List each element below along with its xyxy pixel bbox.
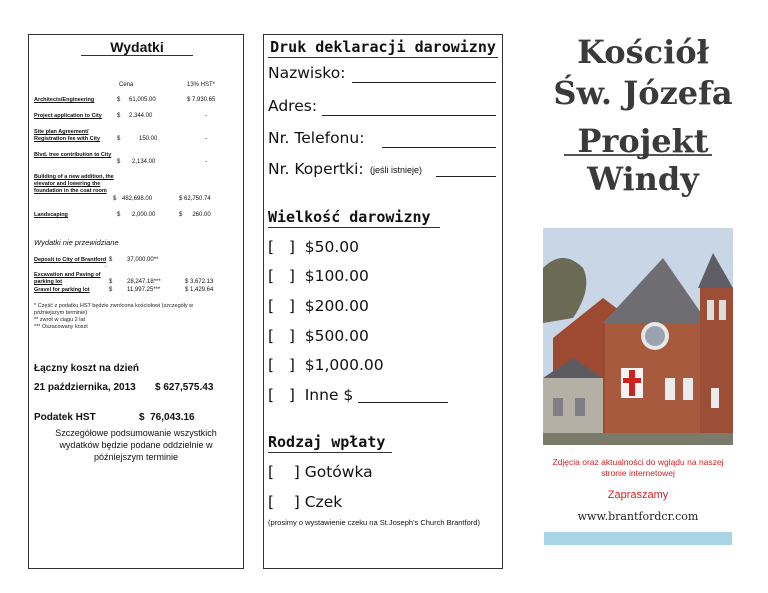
expense-label: Architects/Engineering [34, 97, 95, 103]
expense-currency: $ [117, 113, 121, 119]
expense-amount: 11,997.25*** [127, 287, 161, 293]
project-title-line2: Windy [587, 160, 699, 198]
expense-hst: $ 7,930.65 [187, 97, 216, 103]
donation-amount-title: Wielkość darowizny [268, 208, 431, 226]
address-field-line[interactable] [322, 115, 496, 116]
expense-amount: 2,000.00 [132, 212, 156, 218]
refund-note: ** zwrot w ciągu 2 lat [34, 317, 86, 323]
donation-option-1000[interactable]: [ ] $1,000.00 [268, 356, 384, 374]
project-title-line1: Projekt [577, 122, 709, 160]
expense-label: Deposit to City of Brantford [34, 257, 107, 263]
address-field-label: Adres: [268, 97, 318, 115]
church-photo [543, 228, 733, 445]
envelope-field-hint: (jeśli istnieje) [370, 165, 423, 175]
name-field-label: Nazwisko: [268, 64, 346, 82]
donation-option-other[interactable]: [ ] Inne $ [268, 386, 354, 404]
estimate-note: *** Oszacowany koszt [34, 324, 88, 330]
expense-amount: 37,000.00** [127, 257, 159, 263]
expense-hst: - [205, 113, 207, 119]
expense-amount: 61,005.00 [129, 97, 156, 103]
donation-amount-underline [268, 227, 440, 228]
footer-color-bar [544, 532, 732, 545]
envelope-field-line[interactable] [436, 176, 496, 177]
payment-type-title: Rodzaj wpłaty [268, 433, 386, 451]
expense-amount: 28,247.18*** [127, 279, 161, 285]
total-date: 21 października, 2013 [34, 382, 136, 393]
payment-option-cheque[interactable]: [ ] Czek [268, 493, 343, 511]
expense-hst: $ 1,429.64 [185, 287, 214, 293]
expense-label: Building of a new addition, the elevator and lowering the foundation in the coat room [34, 174, 114, 194]
welcome-text: Zapraszamy [607, 489, 669, 501]
phone-field-label: Nr. Telefonu: [268, 129, 365, 147]
donation-option-200[interactable]: [ ] $200.00 [268, 297, 369, 315]
expenses-title: Wydatki [110, 39, 164, 55]
unplanned-title: Wydatki nie przewidziane [34, 238, 119, 247]
church-name-line1: Kościół [577, 33, 709, 71]
expense-amount: 482,698.00 [122, 196, 153, 202]
expense-amount: 2,344.00 [129, 113, 153, 119]
payment-type-underline [268, 452, 392, 453]
expenses-panel [28, 34, 244, 569]
summary-note: Szczegółowe podsumowanie wszystkich wydatków będzie podane oddzielnie w późniejszym terminie [55, 428, 217, 462]
tax-label: Podatek HST [34, 412, 96, 423]
expense-currency: $ [113, 196, 117, 202]
envelope-field-label: Nr. Kopertki: [268, 160, 364, 178]
donation-option-100[interactable]: [ ] $100.00 [268, 267, 369, 285]
form-title-underline [268, 57, 498, 58]
hst-header: 13% HST* [187, 82, 216, 88]
price-header: Cena [119, 82, 134, 88]
other-amount-line[interactable] [358, 402, 448, 403]
expense-currency: $ [109, 287, 113, 293]
expense-label: Project application to City [34, 113, 102, 119]
total-amount: $ 627,575.43 [155, 382, 214, 393]
expense-hst: - [205, 136, 207, 142]
payment-option-cash[interactable]: [ ] Gotówka [268, 463, 373, 481]
expense-label: Site plan Agreement/ Registration fee with City [34, 129, 101, 142]
website-link[interactable]: www.brantfordcr.com [577, 510, 699, 523]
expense-hst: $ 260.00 [179, 212, 211, 218]
total-label: Łączny koszt na dzień [34, 363, 140, 374]
cheque-note: (prosimy o wystawienie czeku na St.Joseph's Church Brantford) [268, 518, 480, 527]
expense-label: Gravel for parking lot [34, 287, 90, 293]
photo-caption: Zdjęcia oraz aktualności do wglądu na naszej stronie internetowej [552, 457, 724, 478]
expense-currency: $ [117, 159, 121, 165]
expense-label: Landscaping [34, 212, 68, 218]
expense-currency: $ [109, 279, 113, 285]
donation-option-500[interactable]: [ ] $500.00 [268, 327, 369, 345]
expenses-title-underline [81, 55, 193, 56]
name-field-line[interactable] [352, 82, 496, 83]
expense-label: Excavation and Paving of parking lot [34, 272, 101, 285]
expense-currency: $ [117, 136, 121, 142]
expense-currency: $ [117, 212, 121, 218]
expense-amount: 150.00 [139, 136, 158, 142]
phone-field-line[interactable] [382, 147, 496, 148]
hst-refund-note: * Część z podatku HST będzie zwrócona kościołowi (szczegóły w późniejszym terminie) [34, 303, 194, 316]
unplanned-dash: - [105, 264, 107, 270]
church-name-line2: Św. Józefa [553, 74, 733, 112]
expense-label: Blvd. tree contribution to City [34, 152, 112, 158]
donation-option-50[interactable]: [ ] $50.00 [268, 238, 359, 256]
tax-amount: $ 76,043.16 [139, 412, 195, 423]
expense-currency: $ [109, 257, 113, 263]
expense-currency: $ [117, 97, 121, 103]
expense-hst: $ 3,672.13 [185, 279, 214, 285]
expense-hst: - [205, 159, 207, 165]
form-title: Druk deklaracji darowizny [270, 38, 496, 56]
expense-amount: 2,134.00 [132, 159, 156, 165]
expense-hst: $ 62,750.74 [179, 196, 211, 202]
